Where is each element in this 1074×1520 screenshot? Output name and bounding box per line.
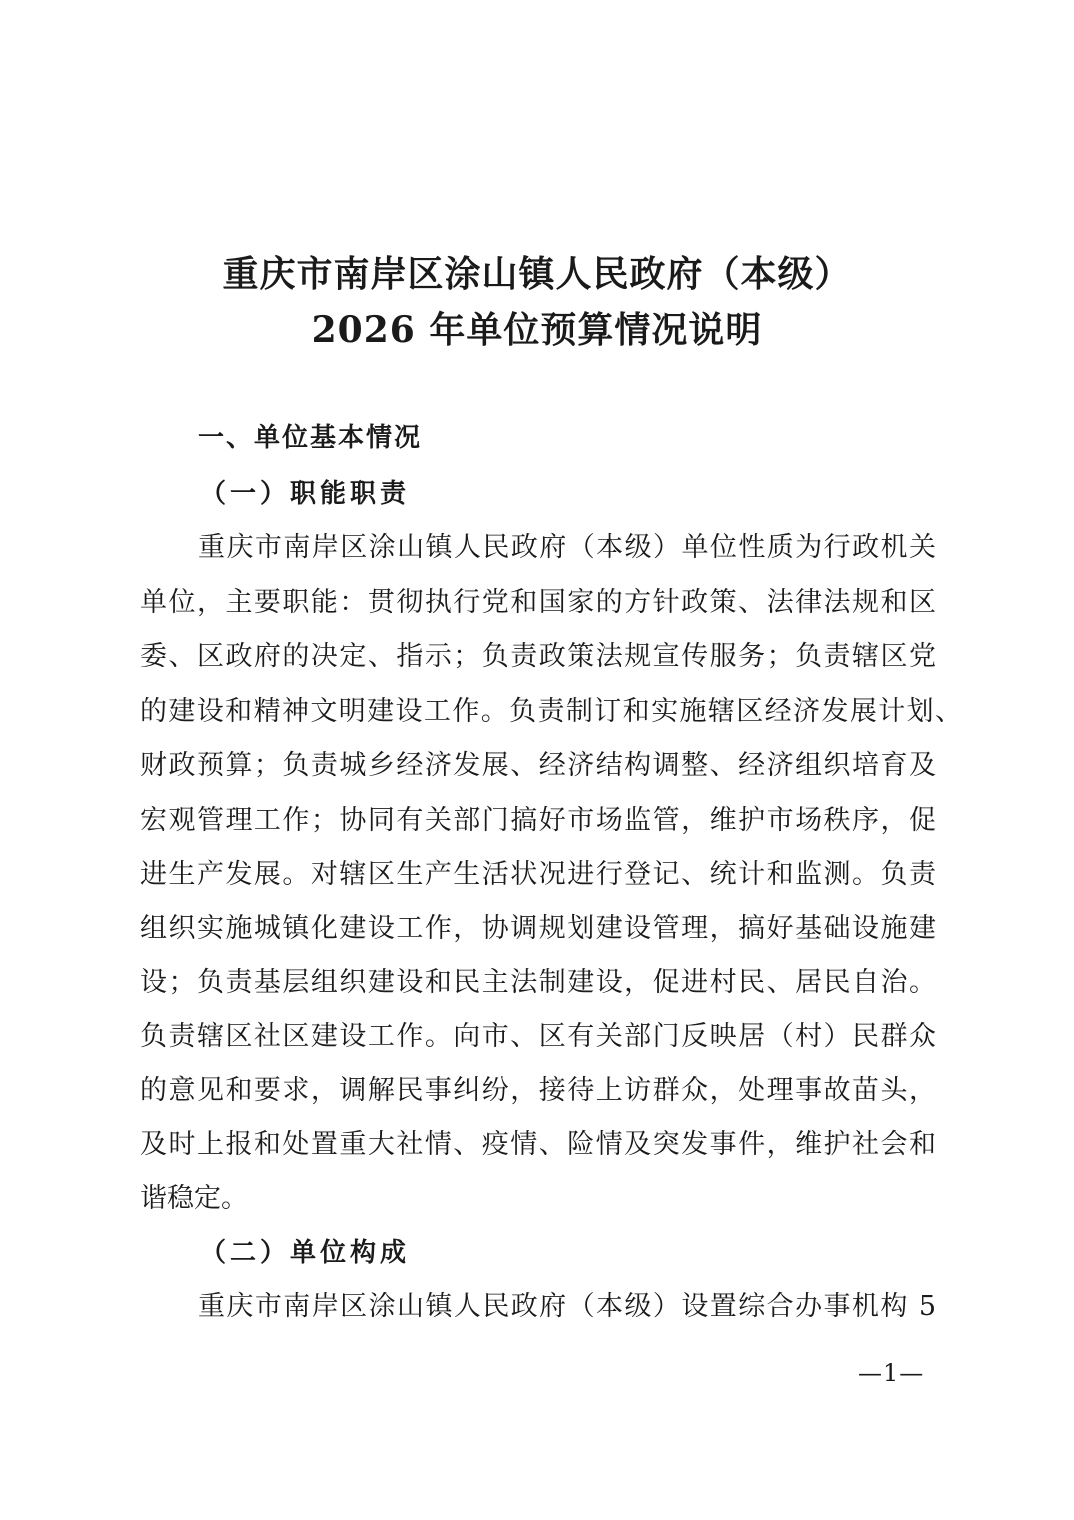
paragraph-1-line: 负责辖区社区建设工作。向市、区有关部门反映居（村）民群众 [140,1021,936,1052]
paragraph-1-line: 组织实施城镇化建设工作，协调规划建设管理，搞好基础设施建 [140,913,936,944]
document-title-line-2: 2026 年单位预算情况说明 [311,309,763,351]
paragraph-1-line: 设；负责基层组织建设和民主法制建设，促进村民、居民自治。 [140,967,936,998]
paragraph-2-line: 重庆市南岸区涂山镇人民政府（本级）设置综合办事机构 5 [198,1291,936,1322]
paragraph-1-line: 谐稳定。 [140,1183,248,1214]
paragraph-1-line: 的建设和精神文明建设工作。负责制订和实施辖区经济发展计划、 [140,696,962,727]
page-number: —1— [858,1359,925,1387]
section-heading-basic-info: 一、单位基本情况 [198,423,423,453]
paragraph-1-line: 宏观管理工作；协同有关部门搞好市场监管，维护市场秩序，促 [140,805,936,836]
subsection-heading-duties: （一）职能职责 [200,479,411,509]
paragraph-1-line: 重庆市南岸区涂山镇人民政府（本级）单位性质为行政机关 [198,532,936,563]
paragraph-1-line: 单位，主要职能：贯彻执行党和国家的方针政策、法律法规和区 [140,587,936,618]
paragraph-1-line: 财政预算；负责城乡经济发展、经济结构调整、经济组织培育及 [140,750,936,781]
paragraph-1-line: 及时上报和处置重大社情、疫情、险情及突发事件，维护社会和 [140,1129,936,1160]
paragraph-1-line: 的意见和要求，调解民事纠纷，接待上访群众，处理事故苗头， [140,1075,936,1106]
document-title-line-1: 重庆市南岸区涂山镇人民政府（本级） [222,253,852,295]
paragraph-1-line: 委、区政府的决定、指示；负责政策法规宣传服务；负责辖区党 [140,641,936,672]
paragraph-1-line: 进生产发展。对辖区生产生活状况进行登记、统计和监测。负责 [140,859,936,890]
subsection-heading-composition: （二）单位构成 [200,1238,411,1268]
